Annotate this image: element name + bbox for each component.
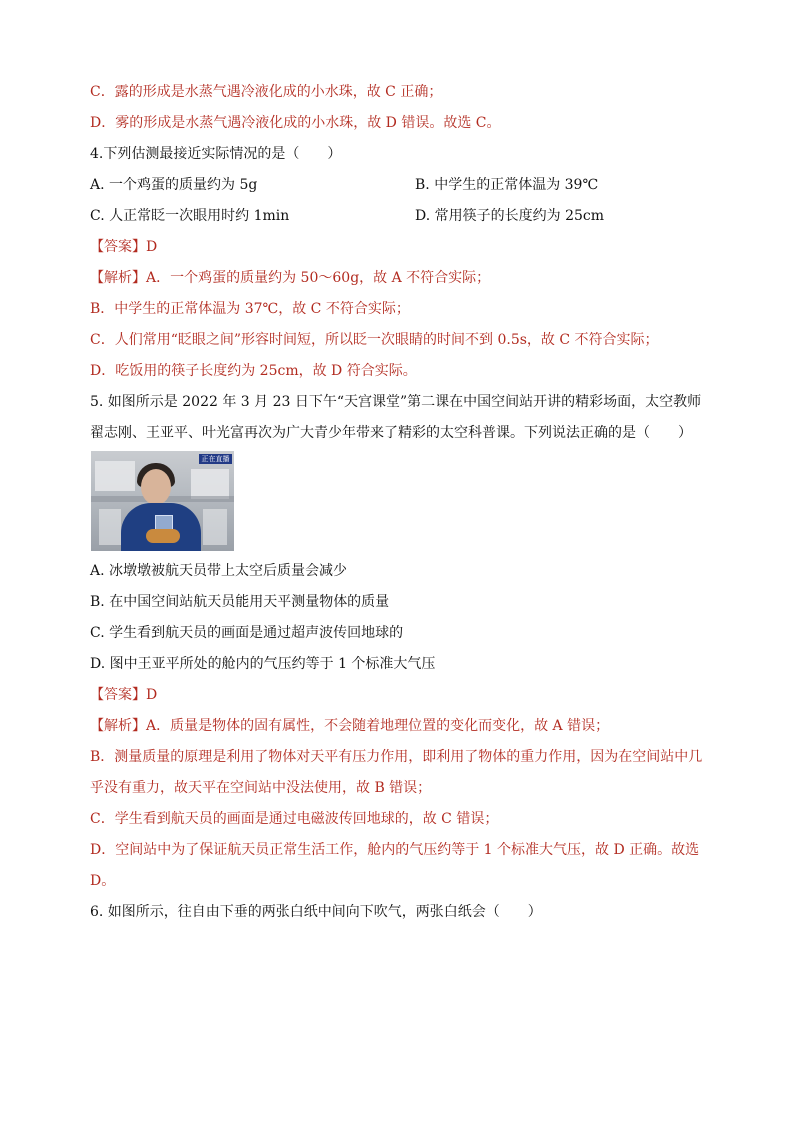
question-4-option-a: A. 一个鸡蛋的质量约为 5g <box>90 177 258 193</box>
explanation-line: D．雾的形成是水蒸气遇冷液化成的小水珠，故 D 错误。故选 C。 <box>90 115 501 131</box>
explanation-4-a: 【解析】A．一个鸡蛋的质量约为 50～60g，故 A 不符合实际； <box>90 270 491 286</box>
explanation-4-c: C．人们常用“眨眼之间”形容时间短，所以眨一次眼睛的时间不到 0.5s，故 C 不符合实际； <box>90 332 659 348</box>
explanation-5-d-line-2: D。 <box>90 873 116 889</box>
question-6-stem: 6. 如图所示，往自由下垂的两张白纸中间向下吹气，两张白纸会（ ） <box>90 904 542 920</box>
question-4-option-b: B. 中学生的正常体温为 39℃ <box>415 177 599 193</box>
question-4-option-d: D. 常用筷子的长度约为 25cm <box>415 208 605 224</box>
explanation-5-b-line-2: 乎没有重力，故天平在空间站中没法使用，故 B 错误； <box>90 780 432 796</box>
explanation-4-d: D．吃饭用的筷子长度约为 25cm，故 D 符合实际。 <box>90 363 417 379</box>
explanation-4-b: B．中学生的正常体温为 37℃，故 C 不符合实际； <box>90 301 410 317</box>
explanation-5-c: C．学生看到航天员的画面是通过电磁波传回地球的，故 C 错误； <box>90 811 499 827</box>
space-station-photo <box>91 451 234 551</box>
live-broadcast-badge: 正在直播 <box>199 454 232 464</box>
question-5-option-b: B. 在中国空间站航天员能用天平测量物体的质量 <box>90 594 390 610</box>
answer-4: 【答案】D <box>90 239 158 255</box>
explanation-line: C．露的形成是水蒸气遇冷液化成的小水珠，故 C 正确； <box>90 84 443 100</box>
question-4-stem: 4.下列估测最接近实际情况的是（ ） <box>90 146 342 162</box>
question-5-option-d: D. 图中王亚平所处的舱内的气压约等于 1 个标准大气压 <box>90 656 436 672</box>
explanation-5-d-line-1: D．空间站中为了保证航天员正常生活工作，舱内的气压约等于 1 个标准大气压，故 D 正确。故选 <box>90 842 700 858</box>
explanation-5-b-line-1: B．测量质量的原理是利用了物体对天平有压力作用，即利用了物体的重力作用，因为在空间站中几 <box>90 749 703 765</box>
explanation-5-a: 【解析】A．质量是物体的固有属性，不会随着地理位置的变化而变化，故 A 错误； <box>90 718 610 734</box>
question-5-stem-line-1: 5. 如图所示是 2022 年 3 月 23 日下午“天宫课堂”第二课在中国空间站开讲的精彩场面，太空教师 <box>90 394 702 410</box>
question-5-option-a: A. 冰墩墩被航天员带上太空后质量会减少 <box>90 563 348 579</box>
answer-5: 【答案】D <box>90 687 158 703</box>
question-5-stem-line-2: 翟志刚、王亚平、叶光富再次为广大青少年带来了精彩的太空科普课。下列说法正确的是（ ） <box>90 425 692 441</box>
question-5-option-c: C. 学生看到航天员的画面是通过超声波传回地球的 <box>90 625 404 641</box>
question-4-option-c: C. 人正常眨一次眼用时约 1min <box>90 208 290 224</box>
